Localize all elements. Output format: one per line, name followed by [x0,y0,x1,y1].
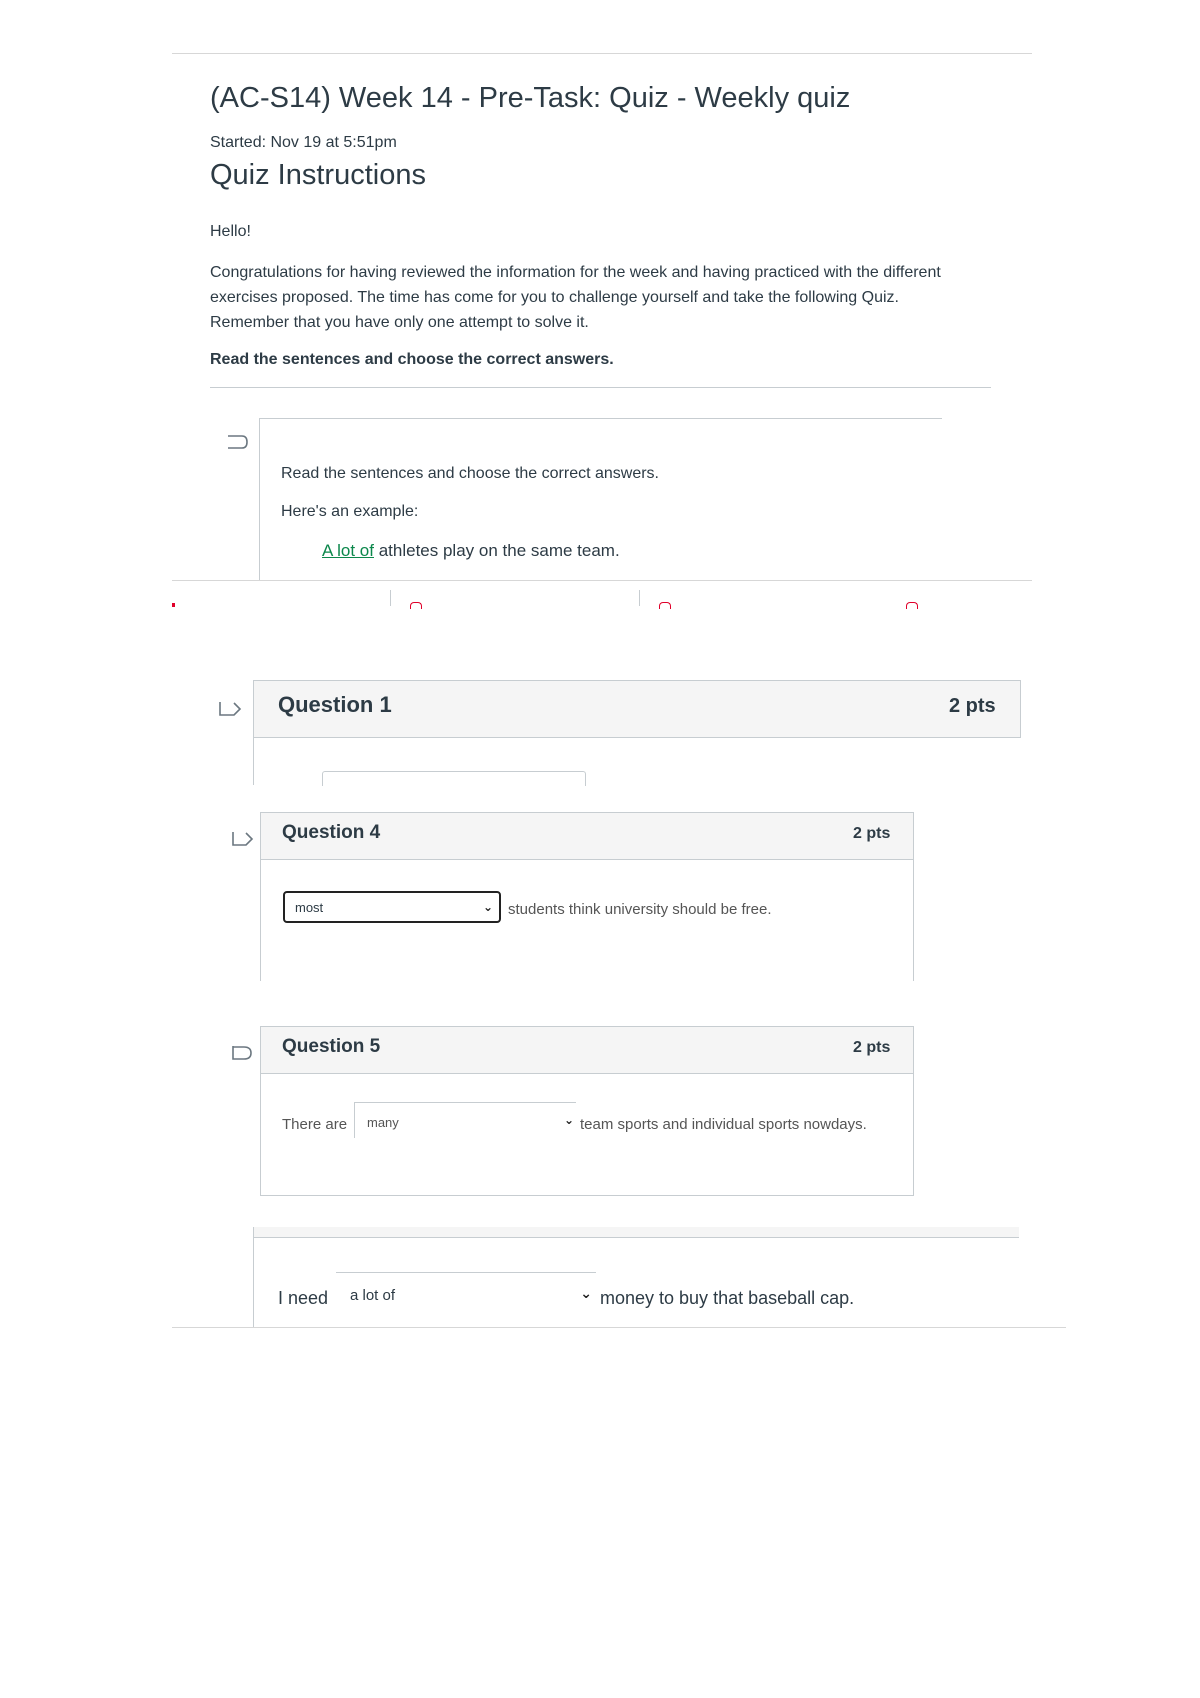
question-4-title: Question 4 [282,822,381,843]
instructions-line: exercises proposed. The time has come for you to challenge yourself and take the following Quiz. [210,289,899,306]
started-timestamp: Started: Nov 19 at 5:51pm [210,134,397,151]
cut-mark [410,602,422,609]
question-1-body-border [253,737,254,785]
question-6-dropdown[interactable] [336,1272,596,1316]
question-6-body-border [253,1227,254,1327]
cut-mark [172,603,175,607]
question-6-header [253,1227,1019,1238]
question-4-sentence: students think university should be free. [508,901,772,918]
flag-icon[interactable] [230,830,256,848]
question-6-sentence-end: money to buy that baseball cap. [600,1288,855,1308]
cut-mark [906,602,918,609]
example-label: Here's an example: [281,503,419,520]
instructions-heading: Quiz Instructions [210,159,426,191]
example-sentence [322,541,620,561]
question-6-selected-value: a lot of [350,1287,396,1304]
example-directive: Read the sentences and choose the correct answers. [281,465,659,482]
instructions-directive: Read the sentences and choose the correct answers. [210,351,614,368]
question-5-selected-value: many [367,1115,399,1130]
question-5-title: Question 5 [282,1036,381,1057]
question-4-points: 2 pts [853,825,891,842]
cut-mark [659,602,671,609]
quiz-title: (AC-S14) Week 14 - Pre-Task: Quiz - Weekly quiz [210,82,851,114]
question-1-title: Question 1 [278,692,392,717]
bottom-divider [172,1327,1066,1328]
flag-icon[interactable] [218,700,244,718]
flag-icon[interactable] [226,433,252,451]
instructions-paragraph [210,260,1000,335]
question-4-dropdown[interactable] [283,891,501,923]
example-answer: A lot of [322,541,374,560]
flag-icon[interactable] [230,1044,256,1062]
cut-divider [172,580,1032,581]
cut-tick [639,590,640,606]
chevron-down-icon: ⌄ [563,1113,574,1127]
chevron-down-icon: ⌄ [482,900,493,914]
example-rest: athletes play on the same team. [373,541,620,560]
question-4-selected-value: most [295,900,324,915]
question-6-sentence-start: I need [278,1288,329,1308]
top-divider [172,53,1032,54]
question-1-points: 2 pts [949,695,996,717]
instructions-divider [210,387,991,388]
greeting-text: Hello! [210,223,251,240]
instructions-line: Remember that you have only one attempt to solve it. [210,314,589,331]
chevron-down-icon: ⌄ [580,1285,592,1301]
question-5-sentence-end: team sports and individual sports nowdays. [580,1116,867,1133]
question-1-dropdown[interactable] [322,771,586,786]
cut-tick [390,590,391,606]
question-5-dropdown[interactable] [354,1102,576,1138]
question-5-sentence-start: There are [282,1116,348,1133]
instructions-line: Congratulations for having reviewed the information for the week and having practiced with the different [210,264,941,281]
question-5-points: 2 pts [853,1039,891,1056]
